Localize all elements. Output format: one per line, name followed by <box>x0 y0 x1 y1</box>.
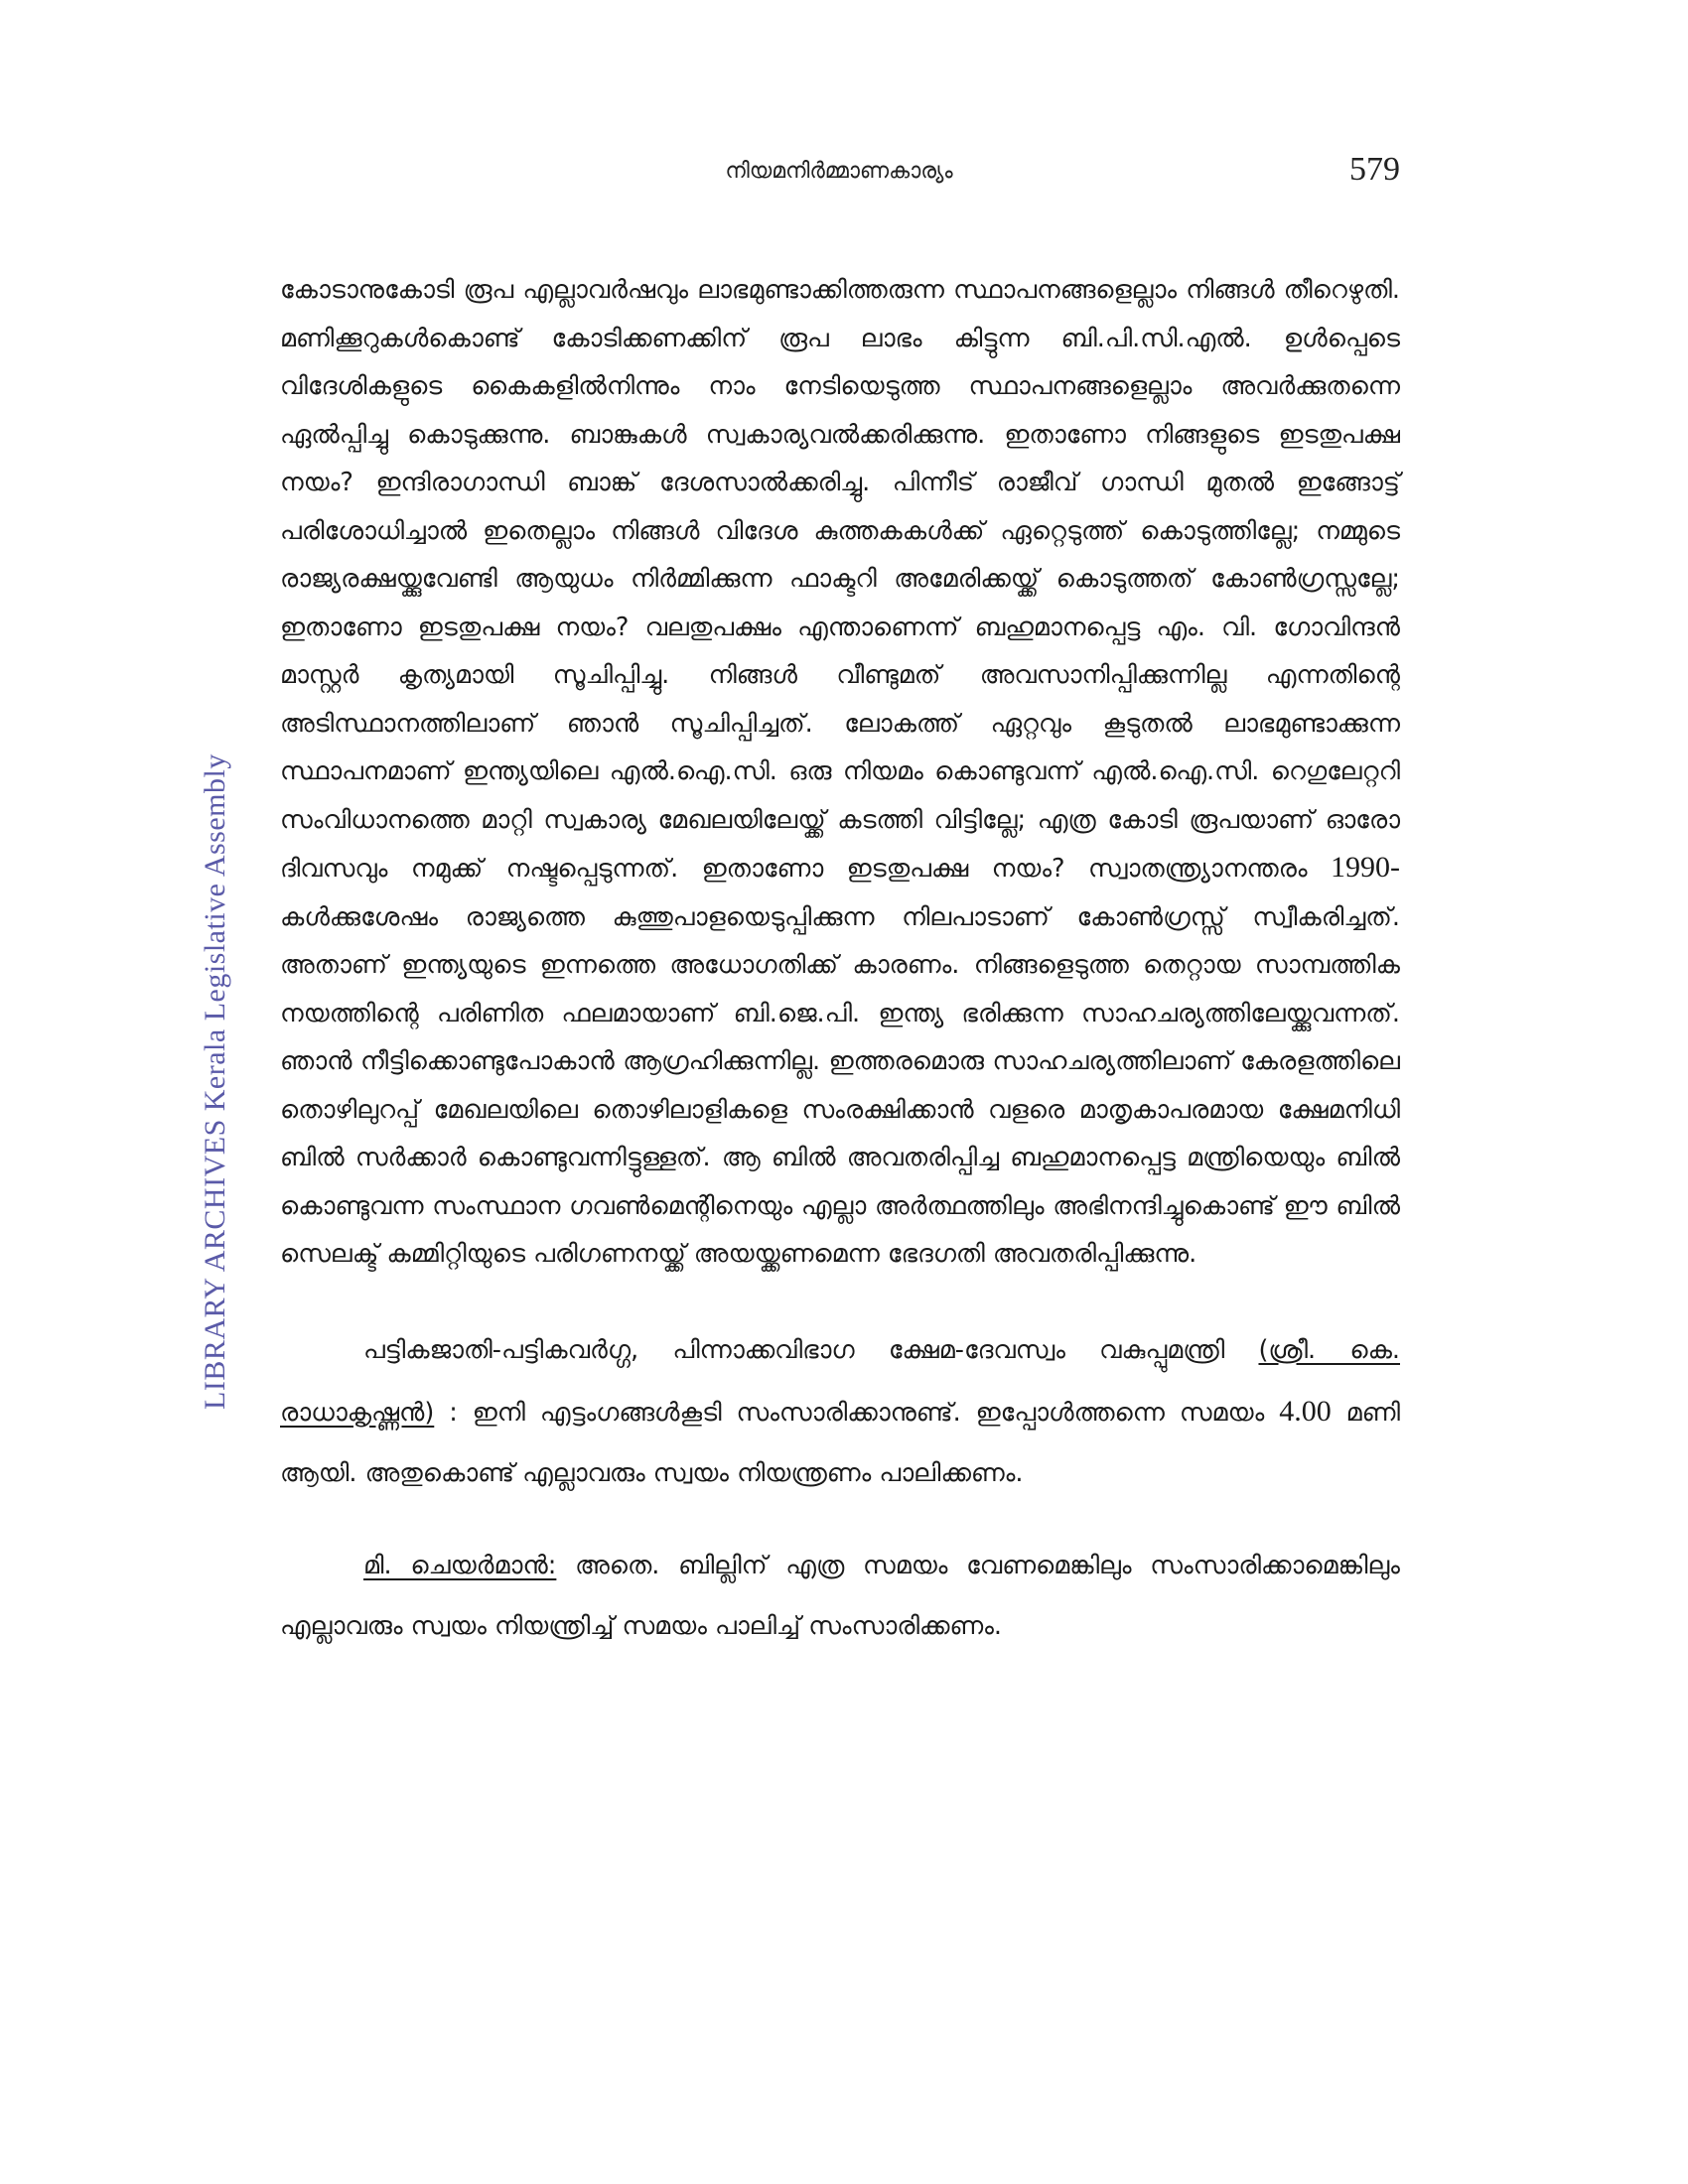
speech-paragraph-2 <box>280 1320 1400 1504</box>
paragraph-1-text: കോടാനുകോടി രൂപ എല്ലാവർഷവും ലാഭമുണ്ടാക്കിത്തരുന്ന സ്ഥാപനങ്ങളെല്ലാം നിങ്ങൾ തീറെഴുതി. മണിക്കൂറുകൾകൊണ്ട് കോടിക്കണക്കിന് രൂപ ലാഭം കിട്ടുന്ന ബി.പി.സി.എൽ. ഉൾപ്പെടെ വിദേശികളുടെ കൈകളിൽനിന്നും നാം നേടിയെടുത്ത സ്ഥാപനങ്ങളെല്ലാം അവർക്കുതന്നെ ഏൽപ്പിച്ചു കൊടുക്കുന്നു. ബാങ്കുകൾ സ്വകാര്യവൽക്കരിക്കുന്നു. ഇതാണോ നിങ്ങളുടെ ഇടതുപക്ഷ നയം? ഇന്ദിരാഗാന്ധി ബാങ്ക് ദേശസാൽക്കരിച്ചു. പിന്നീട് രാജീവ് ഗാന്ധി മുതൽ ഇങ്ങോട്ട് പരിശോധിച്ചാൽ ഇതെല്ലാം നിങ്ങൾ വിദേശ കുത്തകകൾക്ക് ഏറ്റെടുത്ത് കൊടുത്തില്ലേ; നമ്മുടെ രാജ്യരക്ഷയ്ക്കുവേണ്ടി ആയുധം നിർമ്മിക്കുന്ന ഫാക്ടറി അമേരിക്കയ്ക്ക് കൊടുത്തത് കോൺഗ്രസ്സല്ലേ; ഇതാണോ ഇടതുപക്ഷ നയം? വലതുപക്ഷം എന്താണെന്ന് ബഹുമാനപ്പെട്ട എം. വി. ഗോവിന്ദൻ മാസ്റ്റർ കൃത്യമായി സൂചിപ്പിച്ചു. നിങ്ങൾ വീണ്ടുമത് അവസാനിപ്പിക്കുന്നില്ല എന്നതിന്റെ അടിസ്ഥാനത്തിലാണ് ഞാൻ സൂചിപ്പിച്ചത്. ലോകത്ത് ഏറ്റവും കൂടുതൽ ലാഭമുണ്ടാക്കുന്ന സ്ഥാപനമാണ് ഇന്ത്യയിലെ എൽ.ഐ.സി. ഒരു നിയമം കൊണ്ടുവന്ന് എൽ.ഐ.സി. റെഗുലേറ്ററി സംവിധാനത്തെ മാറ്റി സ്വകാര്യ മേഖലയിലേയ്ക്ക് കടത്തി വിട്ടില്ലേ; എത്ര കോടി രൂപയാണ് ഓരോ ദിവസവും നമുക്ക് നഷ്ടപ്പെടുന്നത്. ഇതാണോ ഇടതുപക്ഷ നയം? സ്വാതന്ത്ര്യാനന്തരം <box>280 275 1400 884</box>
speech-paragraph-3 <box>280 1536 1400 1657</box>
watermark-text: LIBRARY ARCHIVES Kerala Legislative Assembly <box>199 753 231 1410</box>
speaker-name: (ശ്രീ. കെ. രാധാകൃഷ്ണൻ) <box>280 1334 1400 1428</box>
body-text <box>280 266 1400 1689</box>
speech-paragraph-1 <box>280 266 1400 1279</box>
time-value: 4.00 <box>1279 1394 1332 1428</box>
chairman-speaker: മി. ചെയർമാൻ: <box>363 1550 557 1580</box>
paragraph-3-text: അതെ. ബില്ലിന് എത്ര സമയം വേണമെങ്കിലും സംസാരിക്കാമെങ്കിലും എല്ലാവരും സ്വയം നിയന്ത്രിച്ച് സമയം പാലിച്ച് സംസാരിക്കണം. <box>280 1550 1400 1641</box>
paragraph-1-rest: കൾക്കുശേഷം രാജ്യത്തെ കുത്തുപാളയെടുപ്പിക്കുന്ന നിലപാടാണ് കോൺഗ്രസ്സ് സ്വീകരിച്ചത്. അതാണ് ഇന്ത്യയുടെ ഇന്നത്തെ അധോഗതിക്ക് കാരണം. നിങ്ങളെടുത്ത തെറ്റായ സാമ്പത്തിക നയത്തിന്റെ പരിണിത ഫലമായാണ് ബി.ജെ.പി. ഇന്ത്യ ഭരിക്കുന്ന സാഹചര്യത്തിലേയ്ക്കുവന്നത്. ഞാൻ നീട്ടിക്കൊണ്ടുപോകാൻ ആഗ്രഹിക്കുന്നില്ല. ഇത്തരമൊരു സാഹചര്യത്തിലാണ് കേരളത്തിലെ തൊഴിലുറപ്പ് മേഖലയിലെ തൊഴിലാളികളെ സംരക്ഷിക്കാൻ വളരെ മാതൃകാപരമായ ക്ഷേമനിധി ബിൽ സർക്കാർ കൊണ്ടുവന്നിട്ടുള്ളത്. ആ ബിൽ അവതരിപ്പിച്ച ബഹുമാനപ്പെട്ട മന്ത്രിയെയും ബിൽ കൊണ്ടുവന്ന സംസ്ഥാന ഗവൺമെന്റിനെയും എല്ലാ അർത്ഥത്തിലും അഭിനന്ദിച്ചുകൊണ്ട് ഈ ബിൽ സെലക്ട് കമ്മിറ്റിയുടെ പരിഗണനയ്ക്ക് അയയ്ക്കണമെന്ന ഭേദഗതി അവതരിപ്പിക്കുന്നു. <box>280 901 1400 1269</box>
running-header <box>278 151 1400 210</box>
paragraph-2-text-end: മണി ആയി. അതുകൊണ്ട് എല്ലാവരും സ്വയം നിയന്ത്രണം പാലിക്കണം. <box>280 1397 1401 1488</box>
minister-title: പട്ടികജാതി-പട്ടികവർഗ്ഗ, പിന്നാക്കവിഭാഗ ക്ഷേമ-ദേവസ്വം വകുപ്പുമന്ത്രി <box>363 1334 1259 1365</box>
paragraph-1-year: 1990- <box>1331 851 1400 884</box>
paragraph-2-text: : ഇനി എട്ടംഗങ്ങൾകൂടി സംസാരിക്കാനുണ്ട്. ഇപ്പോൾത്തന്നെ സമയം <box>434 1397 1280 1428</box>
page-number: 579 <box>1349 151 1400 188</box>
header-title: നിയമനിർമ്മാണകാര്യം <box>725 159 953 184</box>
